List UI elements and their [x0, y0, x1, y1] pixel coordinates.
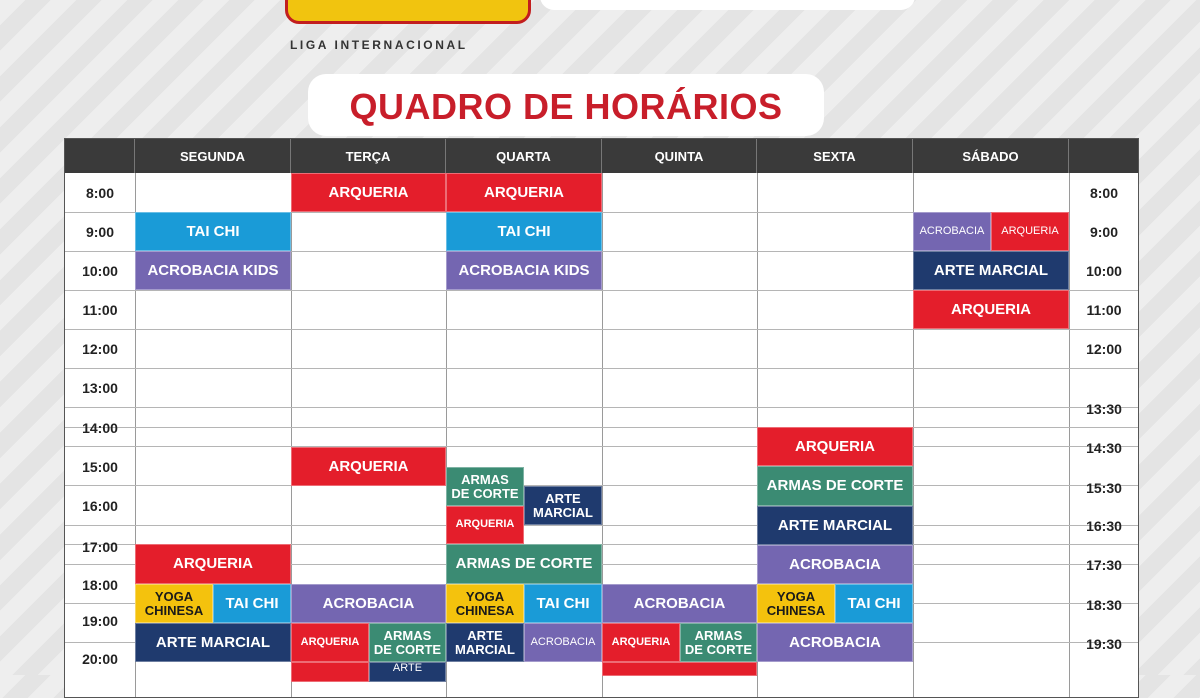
grid-line: [65, 329, 1138, 330]
time-label: 16:00: [82, 498, 118, 514]
class-block-acrobacia: ACROBACIA: [757, 623, 913, 662]
class-block-arte-marcial: ARTE MARCIAL: [757, 506, 913, 545]
class-block-armas-de-corte: [680, 623, 757, 662]
class-block-line: MARCIAL: [455, 641, 515, 657]
class-block-arqueria: ARQUERIA: [991, 212, 1069, 251]
time-label: 15:00: [82, 459, 118, 475]
time-label: 12:00: [82, 341, 118, 357]
class-block-acrobacia-kids: ACROBACIA KIDS: [446, 251, 602, 290]
class-block-arqueria: ARQUERIA: [291, 447, 446, 486]
time-label: 15:30: [1086, 480, 1122, 496]
class-block-armas-de-corte: [446, 467, 524, 506]
class-block-arqueria: ARQUERIA: [446, 173, 602, 212]
class-block-line: MARCIAL: [533, 504, 593, 520]
class-block-arqueria: ARQUERIA: [291, 173, 446, 212]
class-block-tai-chi: TAI CHI: [446, 212, 602, 251]
class-block-line: YOGA: [465, 588, 505, 604]
class-block-tai-chi: TAI CHI: [135, 212, 291, 251]
class-block-armas-de-corte: ARMAS DE CORTE: [757, 466, 913, 506]
class-block-partial: [602, 662, 757, 676]
class-block-line: ARMAS: [694, 627, 743, 643]
day-header-quinta: QUINTA: [602, 139, 757, 173]
day-header-quarta: QUARTA: [446, 139, 602, 173]
league-name: LIGA INTERNACIONAL: [290, 38, 468, 52]
class-block-acrobacia: ACROBACIA: [913, 212, 991, 251]
class-block-armas-de-corte: ARMAS DE CORTE: [446, 544, 602, 584]
class-block-line: CHINESA: [766, 602, 826, 618]
class-block-arqueria: ARQUERIA: [446, 506, 524, 544]
grid-line: [65, 446, 1138, 447]
grid-line: [65, 407, 1138, 408]
time-label: 9:00: [1089, 224, 1119, 240]
class-block-armas-de-corte: [369, 623, 446, 662]
day-header-sexta: SEXTA: [757, 139, 913, 173]
time-label: 14:30: [1086, 440, 1122, 456]
class-block-line: ARMAS: [461, 471, 509, 487]
class-block-line: CHINESA: [144, 602, 204, 618]
time-label: 18:00: [82, 577, 118, 593]
day-header-segunda: SEGUNDA: [135, 139, 291, 173]
contact-bar: [540, 0, 915, 10]
class-block-arqueria: ARQUERIA: [135, 544, 291, 584]
grid-line: [65, 368, 1138, 369]
class-block-tai-chi: TAI CHI: [835, 584, 913, 623]
class-block-tai-chi: TAI CHI: [524, 584, 602, 623]
class-block-arqueria: ARQUERIA: [757, 427, 913, 466]
time-label: 11:00: [1086, 302, 1122, 318]
class-block-line: YOGA: [776, 588, 816, 604]
class-block-line: DE CORTE: [684, 641, 753, 657]
time-label: 10:00: [1086, 263, 1122, 279]
class-block-arqueria: ARQUERIA: [913, 290, 1069, 329]
class-block-arqueria: ARQUERIA: [291, 623, 369, 662]
class-block-arte-marcial: [524, 486, 602, 525]
class-block-yoga-chinesa: [446, 584, 524, 623]
class-block-yoga-chinesa: [757, 584, 835, 623]
time-label: 8:00: [85, 185, 115, 201]
time-label: 14:00: [82, 420, 118, 436]
time-label: 13:30: [1086, 401, 1122, 417]
class-block-arte-marcial: ARTE MARCIAL: [135, 623, 291, 662]
class-block-line: DE CORTE: [373, 641, 442, 657]
time-label: 16:30: [1086, 518, 1122, 534]
grid-line: [1069, 173, 1070, 697]
class-block-line: DE CORTE: [451, 485, 519, 501]
time-label: 19:30: [1086, 636, 1122, 652]
class-block-acrobacia: ACROBACIA: [757, 545, 913, 584]
schedule-grid: [64, 138, 1139, 698]
class-block-arte-marcial: ARTE MARCIAL: [913, 251, 1069, 290]
class-block-line: CHINESA: [455, 602, 515, 618]
time-label: 9:00: [85, 224, 115, 240]
class-block-line: ARMAS: [383, 627, 432, 643]
time-label: 8:00: [1089, 185, 1119, 201]
class-block-yoga-chinesa: [135, 584, 213, 623]
grid-line: [65, 525, 1138, 526]
time-label: 11:00: [82, 302, 118, 318]
time-label: 17:00: [82, 539, 118, 555]
time-label: 19:00: [82, 613, 118, 629]
day-header-sabado: SÁBADO: [913, 139, 1069, 173]
header-corner-right: [1069, 139, 1138, 173]
class-block-arte-marcial: [446, 623, 524, 662]
time-label: 12:00: [1086, 341, 1122, 357]
class-block-acrobacia: ACROBACIA: [524, 623, 602, 662]
class-block-line: ARTE: [545, 490, 581, 506]
grid-line: [65, 427, 1138, 428]
class-block-partial: [291, 662, 369, 682]
time-label: 17:30: [1086, 557, 1122, 573]
class-block-line: ARTE: [467, 627, 503, 643]
class-block-acrobacia: ACROBACIA: [602, 584, 757, 623]
class-block-acrobacia: ACROBACIA: [291, 584, 446, 623]
class-block-arte-marcial: ARTE: [369, 662, 446, 682]
brand-logo: [285, 0, 531, 24]
class-block-tai-chi: TAI CHI: [213, 584, 291, 623]
class-block-arqueria: ARQUERIA: [602, 623, 680, 662]
time-label: 18:30: [1086, 597, 1122, 613]
class-block-acrobacia-kids: ACROBACIA KIDS: [135, 251, 291, 290]
day-header-terca: TERÇA: [291, 139, 446, 173]
time-label: 13:00: [82, 380, 118, 396]
class-block-line: YOGA: [154, 588, 194, 604]
time-label: 20:00: [82, 651, 118, 667]
page-title: QUADRO DE HORÁRIOS: [349, 86, 783, 127]
time-label: 10:00: [82, 263, 118, 279]
header-corner: [65, 139, 135, 173]
